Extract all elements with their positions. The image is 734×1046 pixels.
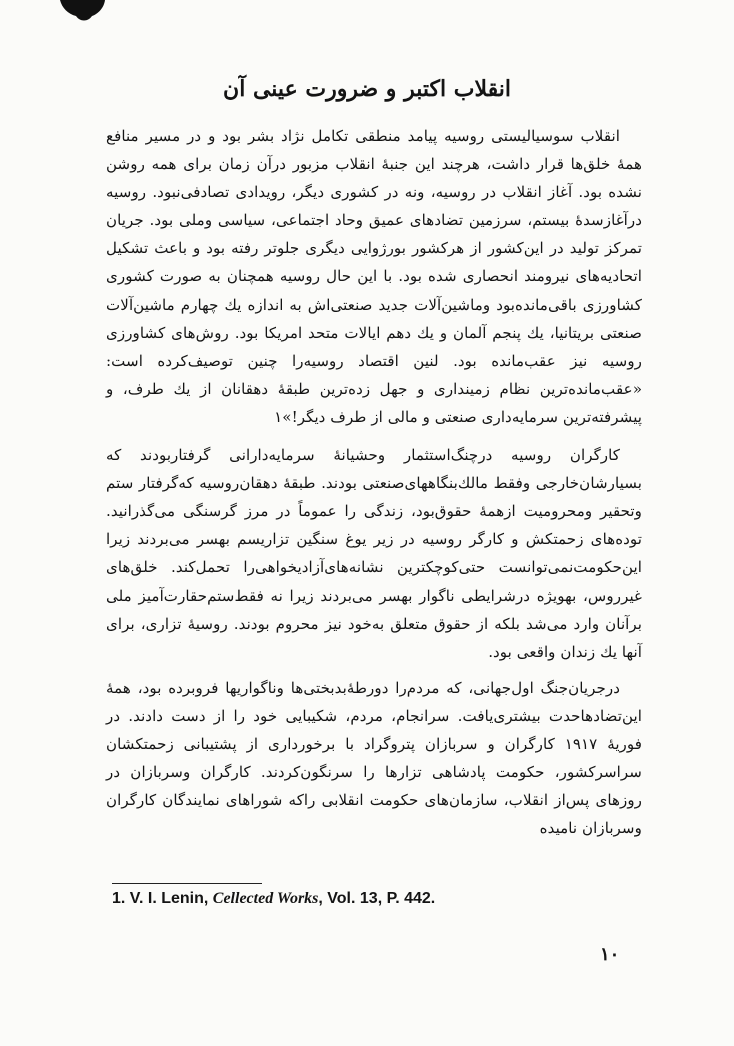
footnote-divider [112,883,262,884]
chapter-title: انقلاب اکتبر و ضرورت عینی آن [223,76,511,102]
body-text [106,122,642,850]
ink-blot-mark [58,0,106,24]
paragraph-3: درجریان‌جنگ اول‌جهانی، که مردم‌را دورطهٔ‌بدبختی‌ها وناگواریها فروبرده بود، همهٔ این‌تضادهاحدت بیشتری‌یافت. سرانجام، مردم، شکیبایی خود را از دست دادند. در فوریهٔ ۱۹۱۷ کارگران و سربازان پتروگراد با برخورداری از پشتیبانی زحمتکشان سراسرکشور، حکومت پادشاهی تزارها را سرنگون‌کردند. کارگران وسربازان در روزهای پس‌از انقلاب، سازمان‌های حکومت انقلابی راکه شوراهای نمایندگان کارگران وسربازان نامیده [106,678,642,838]
footnote-suffix: , Vol. 13, P. 442. [318,890,436,907]
footnote-work-title: Cellected Works [212,890,319,907]
paragraph-1: انقلاب سوسیالیستی روسیه پیامد منطقی تکامل نژاد بشر بود و در مسیر منافع همهٔ خلق‌ها قرار داشت، هرچند این جنبهٔ انقلاب مزبور درآن زمان برای همه روشن نشده بود. آغاز انقلاب در روسیه، ونه در کشوری دیگر، رویدادی تصادفی‌نبود. روسیه درآغازسدهٔ بیستم، سرزمین تضادهای عمیق وحاد اجتماعی، سیاسی وملی بود. جریان تمرکز تولید در این‌کشور از هرکشور بورژوایی دیگری جلوتر رفته بود و باعث تشکیل اتحادیه‌های نیرومند انحصاری شده بود. با این حال روسیه همچنان به صورت کشوری کشاورزی باقی‌مانده‌بود وماشین‌آلات جدید صنعتی‌اش به اندازه یك چهارم ماشین‌آلات صنعتی بریتانیا، یك پنجم آلمان و یك دهم ایالات متحد امریکا بود. روش‌های کشاورزی روسیه نیز عقب‌مانده بود. لنین اقتصاد روسیه‌را چنین توصیف‌کرده است: «عقب‌مانده‌ترین نظام زمینداری و جهل زده‌ترین طبقهٔ دهقانان از یك طرف، و پیشرفته‌ترین سرمایه‌داری صنعتی و مالی از طرف دیگر!»۱ [106,127,642,426]
footnote [112,890,435,908]
page-number: ۱۰ [600,944,620,965]
footnote-prefix: 1. V. I. Lenin, [112,890,213,907]
paragraph-2: کارگران روسیه درچنگ‌استثمار وحشیانهٔ سرمایه‌دارانی گرفتاربودند که بسیارشان‌خارجی وفقط مالك‌بنگاههای‌صنعتی بودند. طبقهٔ دهقان‌روسیه که‌گرفتار ستم وتحقیر ومحرومیت ازهمهٔ حقوق‌بود، زندگی را عموماً در مرز گرسنگی می‌گذرانید. توده‌های زحمتکش و کارگر روسیه در زیر یوغ سنگین تزاریسم بهسر می‌بردند زیرا این‌حکومت‌نمی‌توانست حتی‌کوچکترین نشانه‌های‌آزادیخواهی‌را تحمل‌کند. خلق‌های غیرروس، بهویژه درشرایطی ناگوار بهسر می‌بردند زیرا نه فقط‌ستم‌حقارت‌آمیز ملی برآنان وارد می‌شد بلکه از حقوق متعلق به‌خود نیز محروم بودند. روسیهٔ تزاری، برای آنها یك زندان واقعی بود. [106,446,642,661]
